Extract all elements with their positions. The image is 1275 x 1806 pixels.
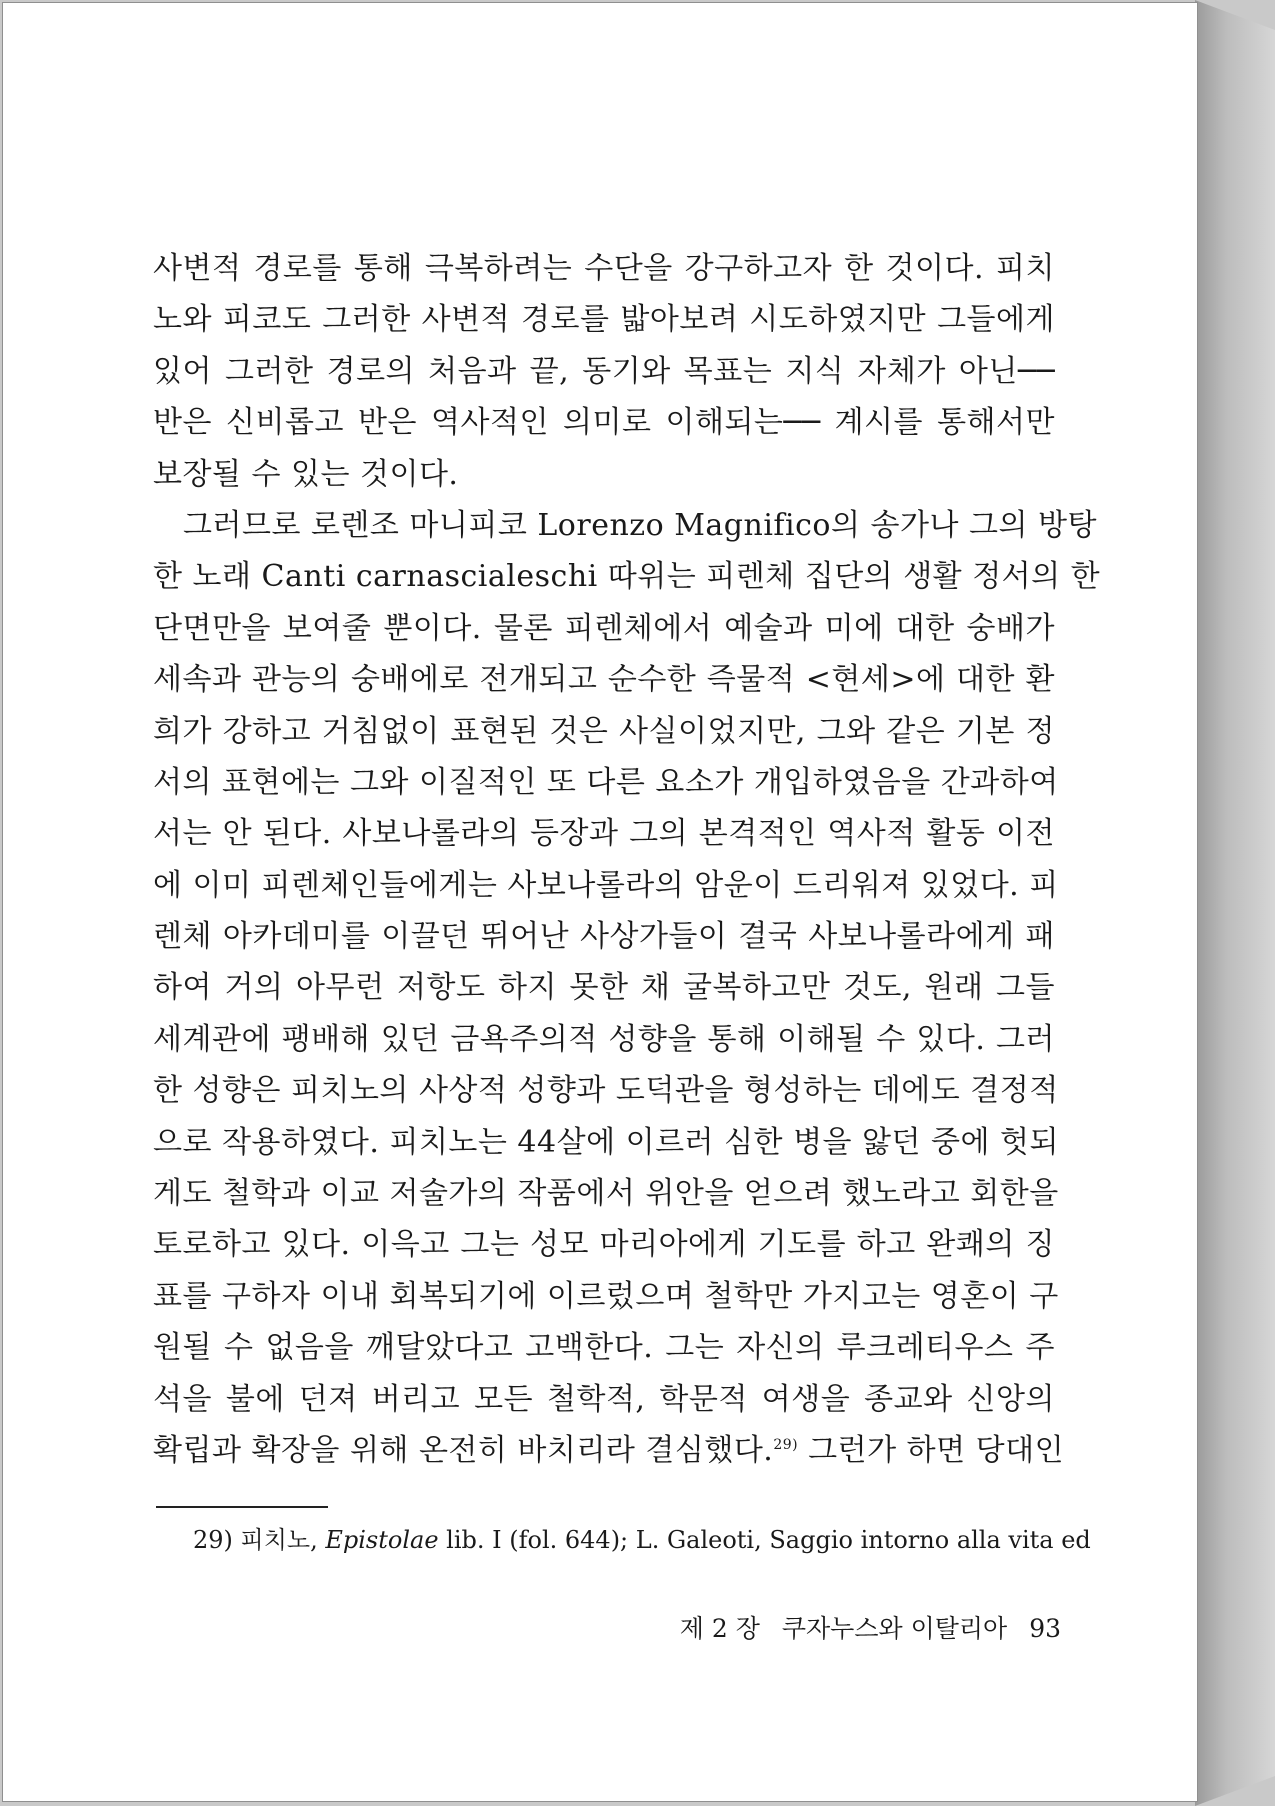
- text-line: 표를 구하자 이내 회복되기에 이르렀으며 철학만 가지고는 영혼이 구: [153, 1278, 1059, 1314]
- page-number: 93: [1029, 1614, 1061, 1643]
- footnote: [193, 1523, 1091, 1557]
- footnote-author: 피치노,: [240, 1526, 318, 1554]
- text-line: 사변적 경로를 통해 극복하려는 수단을 강구하고자 한 것이다. 피치: [153, 251, 1055, 286]
- text-line-with-footnote-ref: [153, 1425, 1065, 1476]
- footnote-divider: [156, 1506, 328, 1508]
- footnote-reference[interactable]: 29): [773, 1436, 799, 1453]
- text-line: 세계관에 팽배해 있던 금욕주의적 성향을 통해 이해될 수 있다. 그러: [153, 1021, 1055, 1057]
- text-line: 한 성향은 피치노의 사상적 성향과 도덕관을 형성하는 데에도 결정적: [153, 1073, 1059, 1109]
- text-line: 원될 수 없음을 깨달았다고 고백한다. 그는 자신의 루크레티우스 주: [153, 1330, 1055, 1366]
- chapter-title: 쿠자누스와 이탈리아: [781, 1614, 1008, 1643]
- text-line: 으로 작용하였다. 피치노는 44살에 이르러 심한 병을 앓던 중에 헛되: [153, 1124, 1060, 1160]
- footnote-citation: lib. I (fol. 644); L. Galeoti, Saggio intorno alla vita ed: [446, 1526, 1091, 1554]
- body-text: [153, 243, 1101, 1476]
- text-line: 희가 강하고 거침없이 표현된 것은 사실이었지만, 그와 같은 기본 정: [153, 713, 1055, 749]
- text-line: 보장될 수 있는 것이다.: [153, 456, 459, 492]
- text-line: 노와 피코도 그러한 사변적 경로를 밟아보려 시도하였지만 그들에게: [153, 302, 1055, 338]
- page-edge: [1195, 0, 1275, 1806]
- text-line: 단면만을 보여줄 뿐이다. 물론 피렌체에서 예술과 미에 대한 숭배가: [153, 610, 1055, 646]
- text-line: 그러므로 로렌조 마니피코 Lorenzo Magnifico의 송가나 그의 방탕: [183, 507, 1097, 543]
- text-line: 게도 철학과 이교 저술가의 작품에서 위안을 얻으려 했노라고 회한을: [153, 1176, 1059, 1212]
- text-line: 반은 신비롭고 반은 역사적인 의미로 이해되는── 계시를 통해서만: [153, 405, 1055, 441]
- chapter-label: 제 2 장: [679, 1614, 760, 1643]
- text-line: 석을 불에 던져 버리고 모든 철학적, 학문적 여생을 종교와 신앙의: [153, 1381, 1055, 1417]
- text-line: 렌체 아카데미를 이끌던 뛰어난 사상가들이 결국 사보나롤라에게 패: [153, 919, 1055, 955]
- text-line: 한 노래 Canti carnascialeschi 따위는 피렌체 집단의 생활 정서의 한: [153, 559, 1101, 595]
- text-line: 서는 안 된다. 사보나롤라의 등장과 그의 본격적인 역사적 활동 이전: [153, 816, 1055, 852]
- running-footer: [651, 1612, 1061, 1646]
- text-fragment: 그런가 하면 당대인: [798, 1432, 1065, 1468]
- footnote-number: 29): [193, 1526, 233, 1554]
- text-line: 서의 표현에는 그와 이질적인 또 다른 요소가 개입하였음을 간과하여: [153, 764, 1059, 800]
- text-line: 있어 그러한 경로의 처음과 끝, 동기와 목표는 지식 자체가 아닌──: [153, 353, 1055, 389]
- text-line: 세속과 관능의 숭배에로 전개되고 순수한 즉물적 <현세>에 대한 환: [153, 662, 1055, 698]
- text-line: 토로하고 있다. 이윽고 그는 성모 마리아에게 기도를 하고 완쾌의 징: [153, 1227, 1055, 1263]
- text-line: 하여 거의 아무런 저항도 하지 못한 채 굴복하고만 것도, 원래 그들: [153, 970, 1055, 1006]
- text-fragment: 확립과 확장을 위해 온전히 바치리라 결심했다.: [153, 1432, 774, 1468]
- footnote-title: Epistolae: [325, 1526, 439, 1554]
- book-page: [2, 2, 1198, 1802]
- text-line: 에 이미 피렌체인들에게는 사보나롤라의 암운이 드리워져 있었다. 피: [153, 867, 1059, 903]
